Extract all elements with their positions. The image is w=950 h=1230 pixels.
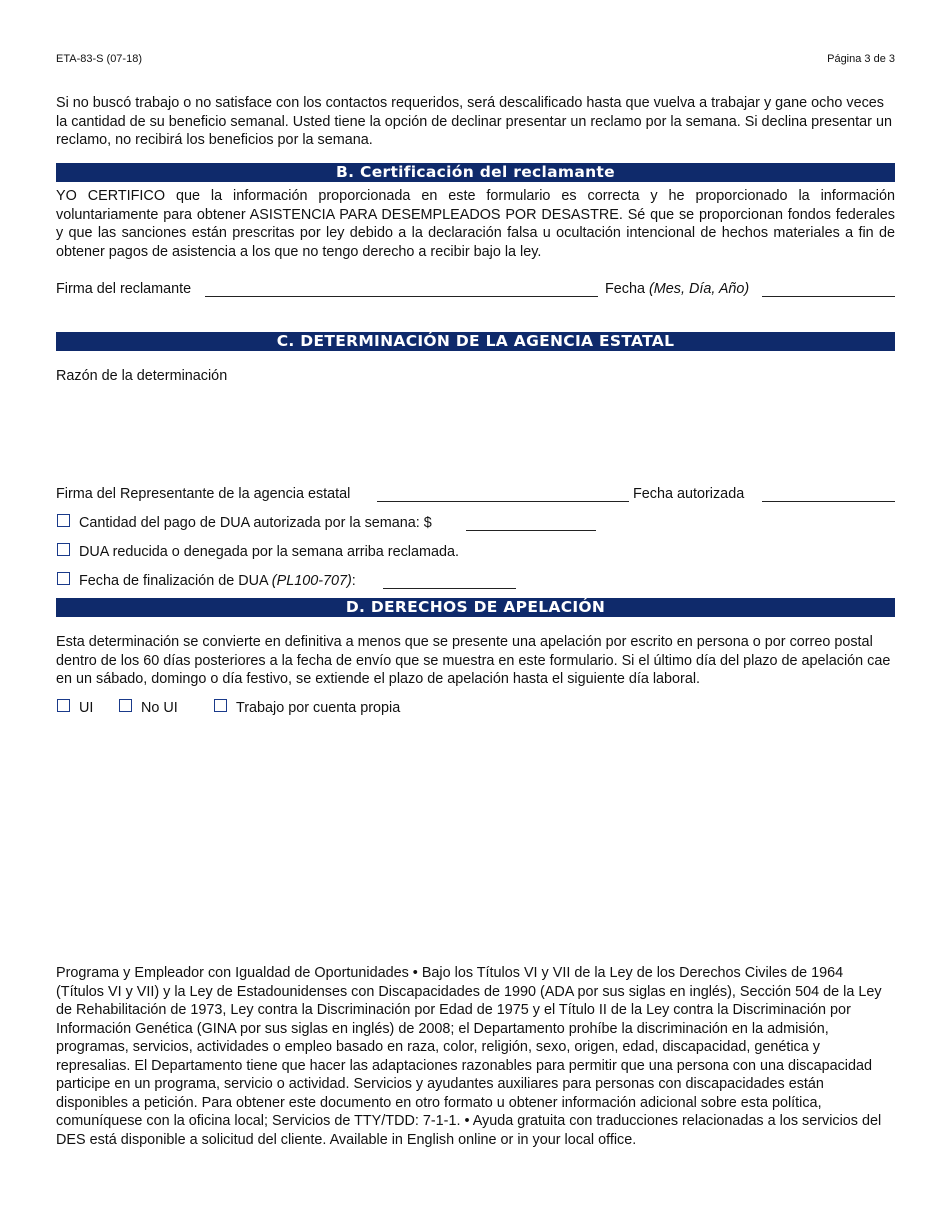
dua-amount-field[interactable]	[466, 530, 596, 531]
section-d-title: D. DERECHOS DE APELACIÓN	[56, 598, 895, 617]
section-b-title: B. Certificación del reclamante	[56, 163, 895, 182]
dua-end-date-suffix: :	[351, 573, 356, 589]
claimant-date-label	[605, 280, 749, 298]
claimant-signature-field[interactable]	[205, 296, 598, 297]
date-label: Fecha	[605, 281, 645, 297]
rep-signature-label: Firma del Representante de la agencia estatal	[56, 486, 351, 502]
self-employed-label: Trabajo por cuenta propia	[236, 700, 401, 716]
equal-opportunity-footer: Programa y Empleador con Igualdad de Oportunidades • Bajo los Títulos VI y VII de la Ley de los Derechos Civiles de 1964 (Títulos VI y VII) y la Ley de Estadounidenses con Discapacidades de 1990 (ADA por sus siglas en inglés), Sección 504 de la Ley de Rehabilitación de 1973, Ley contra la Discriminación por Edad de 1975 y el Título II de la Ley contra la Discriminación por Información Genética (GINA por sus siglas en inglés) de 2008; el Departamento prohíbe la discriminación en la admisión, programas, servicios, actividades o empleo basado en raza, color, religión, sexo, origen, edad, discapacidad, genética y represalias. El Departamento tiene que hacer las adaptaciones razonables para permitir que una persona con una discapacidad participe en un programa, servicio o actividad. Servicios y ayudantes auxiliares para personas con discapacidades están disponibles a petición. Para obtener este documento en otro formato u obtener información adicional sobre esta política, comuníquese con la oficina local; Servicios de TTY/TDD: 7-1-1. • Ayuda gratuita con traducciones relacionadas a los servicios del DES está disponible a solicitud del cliente. Available in English online or in your local office.	[56, 965, 882, 1148]
dua-end-date-checkbox[interactable]	[57, 572, 70, 585]
intro-paragraph: Si no buscó trabajo o no satisface con los contactos requeridos, será descalificado hasta que vuelva a trabajar y gane ocho veces la cantidad de su beneficio semanal. Usted tiene la opción de declinar presentar un reclamo por la semana. Si declina presentar un reclamo, no recibirá los beneficios por la semana.	[56, 95, 892, 148]
determination-reason-label: Razón de la determinación	[56, 368, 228, 384]
dua-amount-label: Cantidad del pago de DUA autorizada por la semana: $	[79, 515, 432, 531]
dua-end-date-label	[79, 572, 356, 590]
section-b-body: YO CERTIFICO que la información proporcionada en este formulario es correcta y he proporcionado la información voluntariamente para obtener ASISTENCIA PARA DESEMPLEADOS POR DESASTRE. Sé que se proporcionan fondos federales y que las sanciones están prescritas por ley debido a la declaración falsa u ocultación intencional de hechos materiales a fin de obtener pagos de asistencia a los que no tengo derecho a recibir bajo la ley.	[56, 188, 895, 260]
ui-label: UI	[79, 700, 94, 716]
form-page	[56, 0, 895, 1230]
date-format-hint: (Mes, Día, Año)	[649, 281, 750, 297]
self-employed-checkbox[interactable]	[214, 699, 227, 712]
determination-reason-area[interactable]	[56, 388, 895, 478]
dua-reduced-label: DUA reducida o denegada por la semana arriba reclamada.	[79, 544, 459, 560]
dua-end-date-law: (PL100-707)	[271, 573, 352, 589]
dua-amount-checkbox[interactable]	[57, 514, 70, 527]
form-id: ETA-83-S (07-18)	[56, 53, 142, 65]
section-d-body: Esta determinación se convierte en definitiva a menos que se presente una apelación por escrito en persona o por correo postal dentro de los 60 días posteriores a la fecha de envío que se muestra en este formulario. Si el último día del plazo de apelación cae en un sábado, domingo o día festivo, se extiende el plazo de apelación hasta el siguiente día laboral.	[56, 634, 891, 687]
page-number: Página 3 de 3	[827, 53, 895, 65]
dua-end-date-field[interactable]	[383, 588, 516, 589]
claimant-signature-label: Firma del reclamante	[56, 281, 192, 297]
no-ui-checkbox[interactable]	[119, 699, 132, 712]
claimant-date-field[interactable]	[762, 296, 895, 297]
dua-reduced-checkbox[interactable]	[57, 543, 70, 556]
section-c-title: C. DETERMINACIÓN DE LA AGENCIA ESTATAL	[56, 332, 895, 351]
ui-checkbox[interactable]	[57, 699, 70, 712]
no-ui-label: No UI	[141, 700, 178, 716]
authorized-date-field[interactable]	[762, 501, 895, 502]
authorized-date-label: Fecha autorizada	[633, 486, 745, 502]
rep-signature-field[interactable]	[377, 501, 629, 502]
dua-end-date-prefix: Fecha de finalización de DUA	[79, 573, 272, 589]
